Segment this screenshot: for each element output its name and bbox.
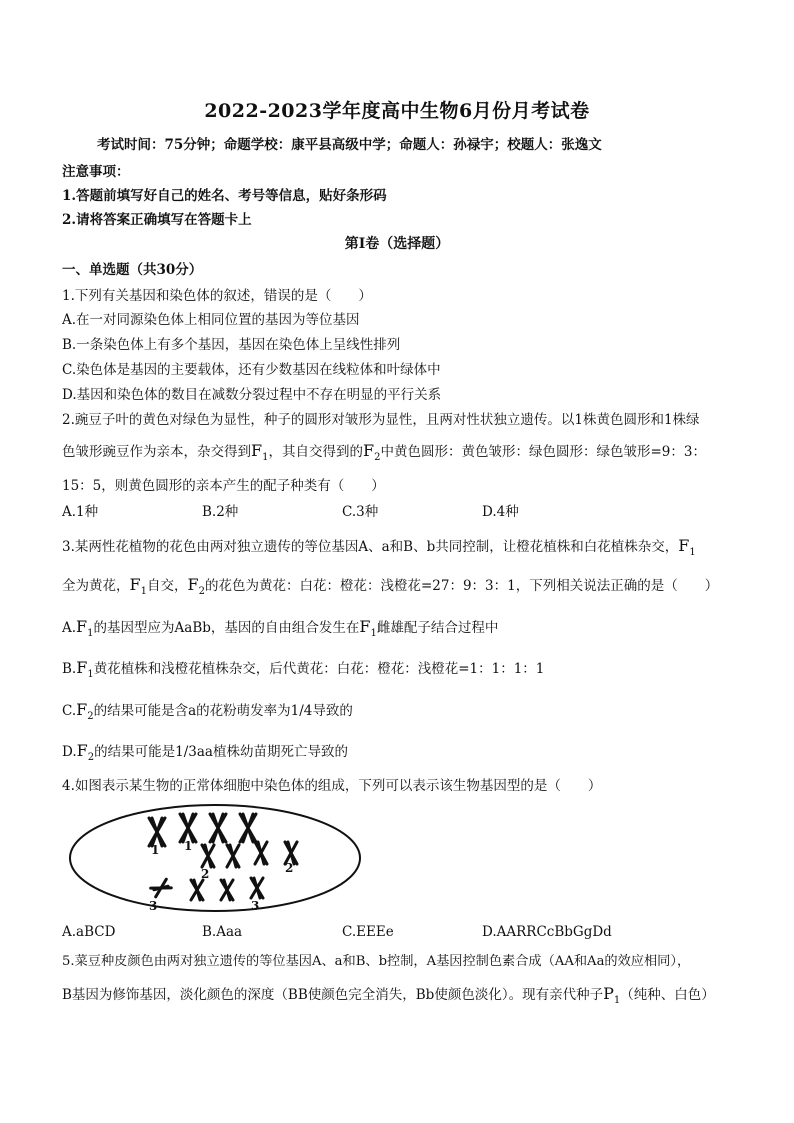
chromosome: [180, 814, 196, 842]
q4-option-a: A.aBCD: [62, 924, 116, 940]
f2-symbol: $F_2$: [76, 741, 95, 764]
figure-label: 1: [184, 839, 193, 853]
q1-option-c: C.染色体是基因的主要载体，还有少数基因在线粒体和叶绿体中: [62, 362, 441, 378]
chromosome: [202, 845, 214, 867]
q1-option-d: D.基因和染色体的数目在减数分裂过程中不存在明显的平行关系: [62, 387, 442, 403]
chromosome: [210, 814, 226, 842]
figure-label: 2: [201, 867, 210, 881]
q3-option-a: $A.F_1$的基因型应为AaBb，基因的自由组合发生在$F_1$雌雄配子结合过程中: [62, 617, 499, 640]
notice-item-1: 1.答题前填写好自己的姓名、考号等信息，贴好条形码: [62, 188, 387, 204]
chromosome-cell-figure: [65, 800, 365, 915]
chromosome: [221, 880, 233, 900]
notice-item-2: 2.请将答案正确填写在答题卡上: [62, 212, 252, 228]
q2-line-1: 2.豌豆子叶的黄色对绿色为显性，种子的圆形对皱形为显性，且两对性状独立遗传。以1株黄色圆形和1株绿: [62, 412, 700, 428]
chromosome: [151, 879, 172, 897]
chromosome: [255, 842, 267, 864]
q4-option-d: D.AARRCcBbGgDd: [482, 924, 612, 940]
q4-option-c: C.EEEe: [342, 924, 394, 940]
q2-option-a: A.1种: [62, 504, 99, 520]
q3-line-2: 全为黄花，$F_1$自交，$F_2$的花色为黄花：白花：橙花：浅橙花=27：9：3：1，下列相关说法正确的是（ ）: [62, 575, 719, 598]
part-title: 第I卷（选择题）: [344, 236, 450, 252]
q1-option-a: A.在一对同源染色体上相同位置的基因为等位基因: [62, 312, 360, 328]
notice-heading: 注意事项：: [62, 164, 130, 180]
q2-option-b: B.2种: [202, 504, 239, 520]
p1-symbol: $P_1$: [603, 984, 621, 1007]
q2-line-2: 色皱形豌豆作为亲本，杂交得到$F_1$，其自交得到的$F_2$中黄色圆形：黄色皱形：绿色圆形：绿色皱形=9：3：: [62, 441, 706, 464]
q3-option-d: $D.F_2$的结果可能是1/3aa植株幼苗期死亡导致的: [62, 741, 348, 764]
f1-symbol: $F_1$: [678, 536, 696, 559]
q2-line-3: 15：5，则黄色圆形的亲本产生的配子种类有（ ）: [62, 478, 385, 494]
figure-label: 3: [251, 899, 260, 913]
f2-symbol: $F_2$: [187, 575, 205, 598]
section-title: 一、单选题（共30分）: [62, 262, 203, 278]
q5-line-1: 5.菜豆种皮颜色由两对独立遗传的等位基因A、a和B、b控制，A基因控制色素合成（AA和Aa的效应相同），: [62, 954, 691, 969]
q3-option-c: $C.F_2$的结果可能是含a的花粉萌发率为1/4导致的: [62, 700, 353, 723]
exam-title: 2022-2023学年度高中生物6月份月考试卷: [204, 100, 590, 122]
f1-symbol: $F_1$: [129, 575, 147, 598]
chromosome: [240, 814, 256, 842]
q4-stem: 4.如图表示某生物的正常体细胞中染色体的组成，下列可以表示该生物基因型的是（ ）: [62, 778, 602, 794]
q2-option-d: D.4种: [482, 504, 519, 520]
chromosome: [227, 845, 239, 867]
q1-option-b: B.一条染色体上有多个基因，基因在染色体上呈线性排列: [62, 337, 401, 353]
q3-line-1: 3.某两性花植物的花色由两对独立遗传的等位基因A、a和B、b共同控制，让橙花植株和白花植株杂交，$F_1$: [62, 536, 696, 559]
q2-option-c: C.3种: [342, 504, 379, 520]
f1-symbol: $F_1$: [359, 617, 377, 640]
q3-option-b: $B.F_1$黄花植株和浅橙花植株杂交，后代黄花：白花：橙花：浅橙花=1：1：1：1: [62, 658, 545, 681]
figure-label: 3: [149, 899, 158, 913]
f1-symbol: $F_1$: [76, 617, 94, 640]
q1-stem: 1.下列有关基因和染色体的叙述，错误的是（ ）: [62, 288, 372, 304]
chromosome: [251, 878, 263, 898]
q5-line-2: B基因为修饰基因，淡化颜色的深度（BB使颜色完全消失，Bb使颜色淡化）。现有亲代种子$P_1$（纯种、白色）: [62, 984, 715, 1007]
f2-symbol: $F_2$: [362, 441, 381, 464]
f1-symbol: $F_1$: [251, 441, 269, 464]
f2-symbol: $F_2$: [76, 700, 94, 723]
figure-label: 1: [151, 843, 160, 857]
figure-label: 2: [285, 861, 294, 875]
f1-symbol: $F_1$: [76, 658, 94, 681]
q4-option-b: B.Aaa: [202, 924, 243, 940]
exam-meta: 考试时间：75分钟；命题学校：康平县高级中学；命题人：孙禄宇；校题人：张逸文: [97, 137, 602, 153]
chromosome: [191, 880, 203, 900]
chromosome: [149, 818, 165, 846]
